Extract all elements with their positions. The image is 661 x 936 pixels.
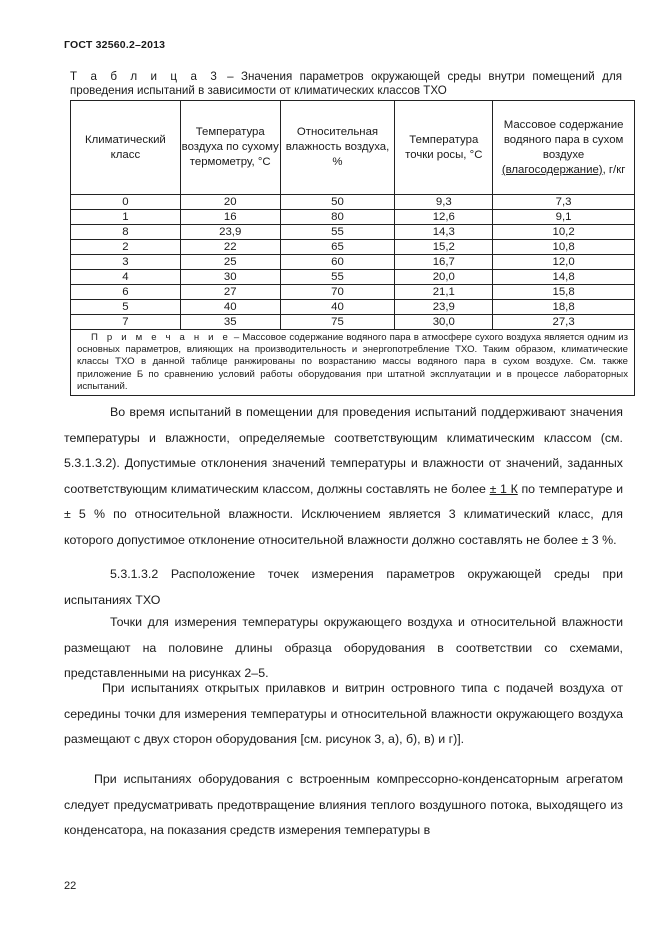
table-caption (70, 70, 622, 98)
cell-dew-point: 16,7 (395, 255, 493, 270)
paragraph-measurement-points: Точки для измерения температуры окружающего воздуха и относительной влажности размещают на половине длины образца оборудования в соответствии со схемами, представленными на рисунках 2–5. (64, 615, 623, 680)
table-row (71, 210, 635, 225)
cell-climate-class: 3 (71, 255, 181, 270)
cell-temperature: 35 (180, 315, 280, 330)
table-note-label: П р и м е ч а н и е (91, 332, 231, 343)
table-row (71, 285, 635, 300)
cell-vapour-content: 10,8 (493, 240, 635, 255)
cell-dew-point: 14,3 (395, 225, 493, 240)
cell-vapour-content: 27,3 (493, 315, 635, 330)
table-header-row (71, 101, 635, 195)
cell-dew-point: 12,6 (395, 210, 493, 225)
cell-climate-class: 7 (71, 315, 181, 330)
cell-humidity: 65 (280, 240, 395, 255)
table-row (71, 315, 635, 330)
col-header-climate-class: Климатический класс (71, 101, 181, 195)
table-row (71, 255, 635, 270)
paragraph-tolerances-text-b: по температуре и ± 5 % по относительной влажности. Исключением является 3 климатический класс, для которого допустимое отклонение относительной влажности должно составлять не более ± 3 %. (64, 481, 623, 547)
paragraph-condensing-unit: При испытаниях оборудования с встроенным компрессорно-конденсаторным агрегатом следует предусматривать предотвращение влияния теплого воздушного потока, выходящего из конденсатора, на показания средств измерения температуры в (64, 772, 623, 837)
cell-humidity: 55 (280, 270, 395, 285)
table-row (71, 195, 635, 210)
cell-dew-point: 23,9 (395, 300, 493, 315)
cell-vapour-content: 9,1 (493, 210, 635, 225)
col-header-dew-point: Температура точки росы, °С (395, 101, 493, 195)
cell-climate-class: 1 (71, 210, 181, 225)
table-row (71, 300, 635, 315)
cell-humidity: 80 (280, 210, 395, 225)
cell-humidity: 55 (280, 225, 395, 240)
table-note-text: – Массовое содержание водяного пара в атмосфере сухого воздуха является одним из основных параметров, влияющих на производительность и энергопотребление ТХО. Таким образом, климатические классы ТХО в данной таблице ранжированы по возрастанию массы водяного пара в сухом воздухе. См. также приложение Б по сравнению условий работы оборудования при штатной эксплуатации и в процессе лабораторных испытаний. (77, 332, 628, 392)
cell-climate-class: 5 (71, 300, 181, 315)
table-row (71, 225, 635, 240)
page-number: 22 (64, 880, 77, 892)
cell-vapour-content: 15,8 (493, 285, 635, 300)
cell-dew-point: 20,0 (395, 270, 493, 285)
document-header: ГОСТ 32560.2–2013 (64, 39, 166, 51)
table-row (71, 240, 635, 255)
cell-temperature: 40 (180, 300, 280, 315)
cell-humidity: 50 (280, 195, 395, 210)
table-note (71, 330, 635, 396)
cell-temperature: 23,9 (180, 225, 280, 240)
col-header-unit: , г/кг (602, 163, 626, 176)
cell-dew-point: 30,0 (395, 315, 493, 330)
cell-humidity: 70 (280, 285, 395, 300)
cell-temperature: 22 (180, 240, 280, 255)
cell-temperature: 27 (180, 285, 280, 300)
cell-vapour-content: 10,2 (493, 225, 635, 240)
col-header-water-vapour-content (493, 101, 635, 195)
cell-climate-class: 4 (71, 270, 181, 285)
temperature-tolerance: ± 1 К (489, 481, 518, 496)
cell-humidity: 60 (280, 255, 395, 270)
cell-temperature: 30 (180, 270, 280, 285)
table-caption-label: Т а б л и ц а 3 (70, 70, 220, 83)
table-note-row (71, 330, 635, 396)
paragraph-island-displays: При испытаниях открытых прилавков и витрин островного типа с подачей воздуха от середины точки для измерения температуры и относительной влажности окружающего воздуха размещают с двух сторон оборудования [см. рисунок 3, а), б), в) и г)]. (64, 681, 623, 746)
cell-temperature: 16 (180, 210, 280, 225)
col-header-dry-bulb-temperature: Температура воздуха по сухому термометру, °С (180, 101, 280, 195)
table-caption-text: – Значения параметров окружающей среды внутри помещений для проведения испытаний в зависимости от климатических классов ТХО (70, 70, 622, 97)
col-header-moisture-content-term: (влагосодержание) (501, 163, 603, 176)
cell-vapour-content: 18,8 (493, 300, 635, 315)
table-row (71, 270, 635, 285)
cell-vapour-content: 14,8 (493, 270, 635, 285)
paragraph-tolerances-text-a: Во время испытаний в помещении для проведения испытаний поддерживают значения температуры и влажности, определяемые соответствующим климатическим классом (см. 5.3.1.3.2). Допустимые отклонения значений температуры и влажности от значений, заданных соответствующим климатическим классом, должны составлять не более (64, 405, 623, 496)
cell-temperature: 20 (180, 195, 280, 210)
cell-humidity: 75 (280, 315, 395, 330)
cell-climate-class: 2 (71, 240, 181, 255)
cell-climate-class: 6 (71, 285, 181, 300)
col-header-water-vapour-text: Массовое содержание водяного пара в сухом воздухе (503, 118, 624, 161)
cell-vapour-content: 7,3 (493, 195, 635, 210)
cell-dew-point: 21,1 (395, 285, 493, 300)
col-header-relative-humidity: Относительная влажность воздуха, % (280, 101, 395, 195)
climate-parameters-table (70, 100, 635, 396)
section-heading-5-3-1-3-2: 5.3.1.3.2 Расположение точек измерения параметров окружающей среды при испытаниях ТХО (64, 567, 623, 607)
cell-temperature: 25 (180, 255, 280, 270)
cell-vapour-content: 12,0 (493, 255, 635, 270)
cell-dew-point: 9,3 (395, 195, 493, 210)
cell-climate-class: 0 (71, 195, 181, 210)
cell-climate-class: 8 (71, 225, 181, 240)
paragraph-tolerances (64, 400, 623, 553)
cell-dew-point: 15,2 (395, 240, 493, 255)
cell-humidity: 40 (280, 300, 395, 315)
